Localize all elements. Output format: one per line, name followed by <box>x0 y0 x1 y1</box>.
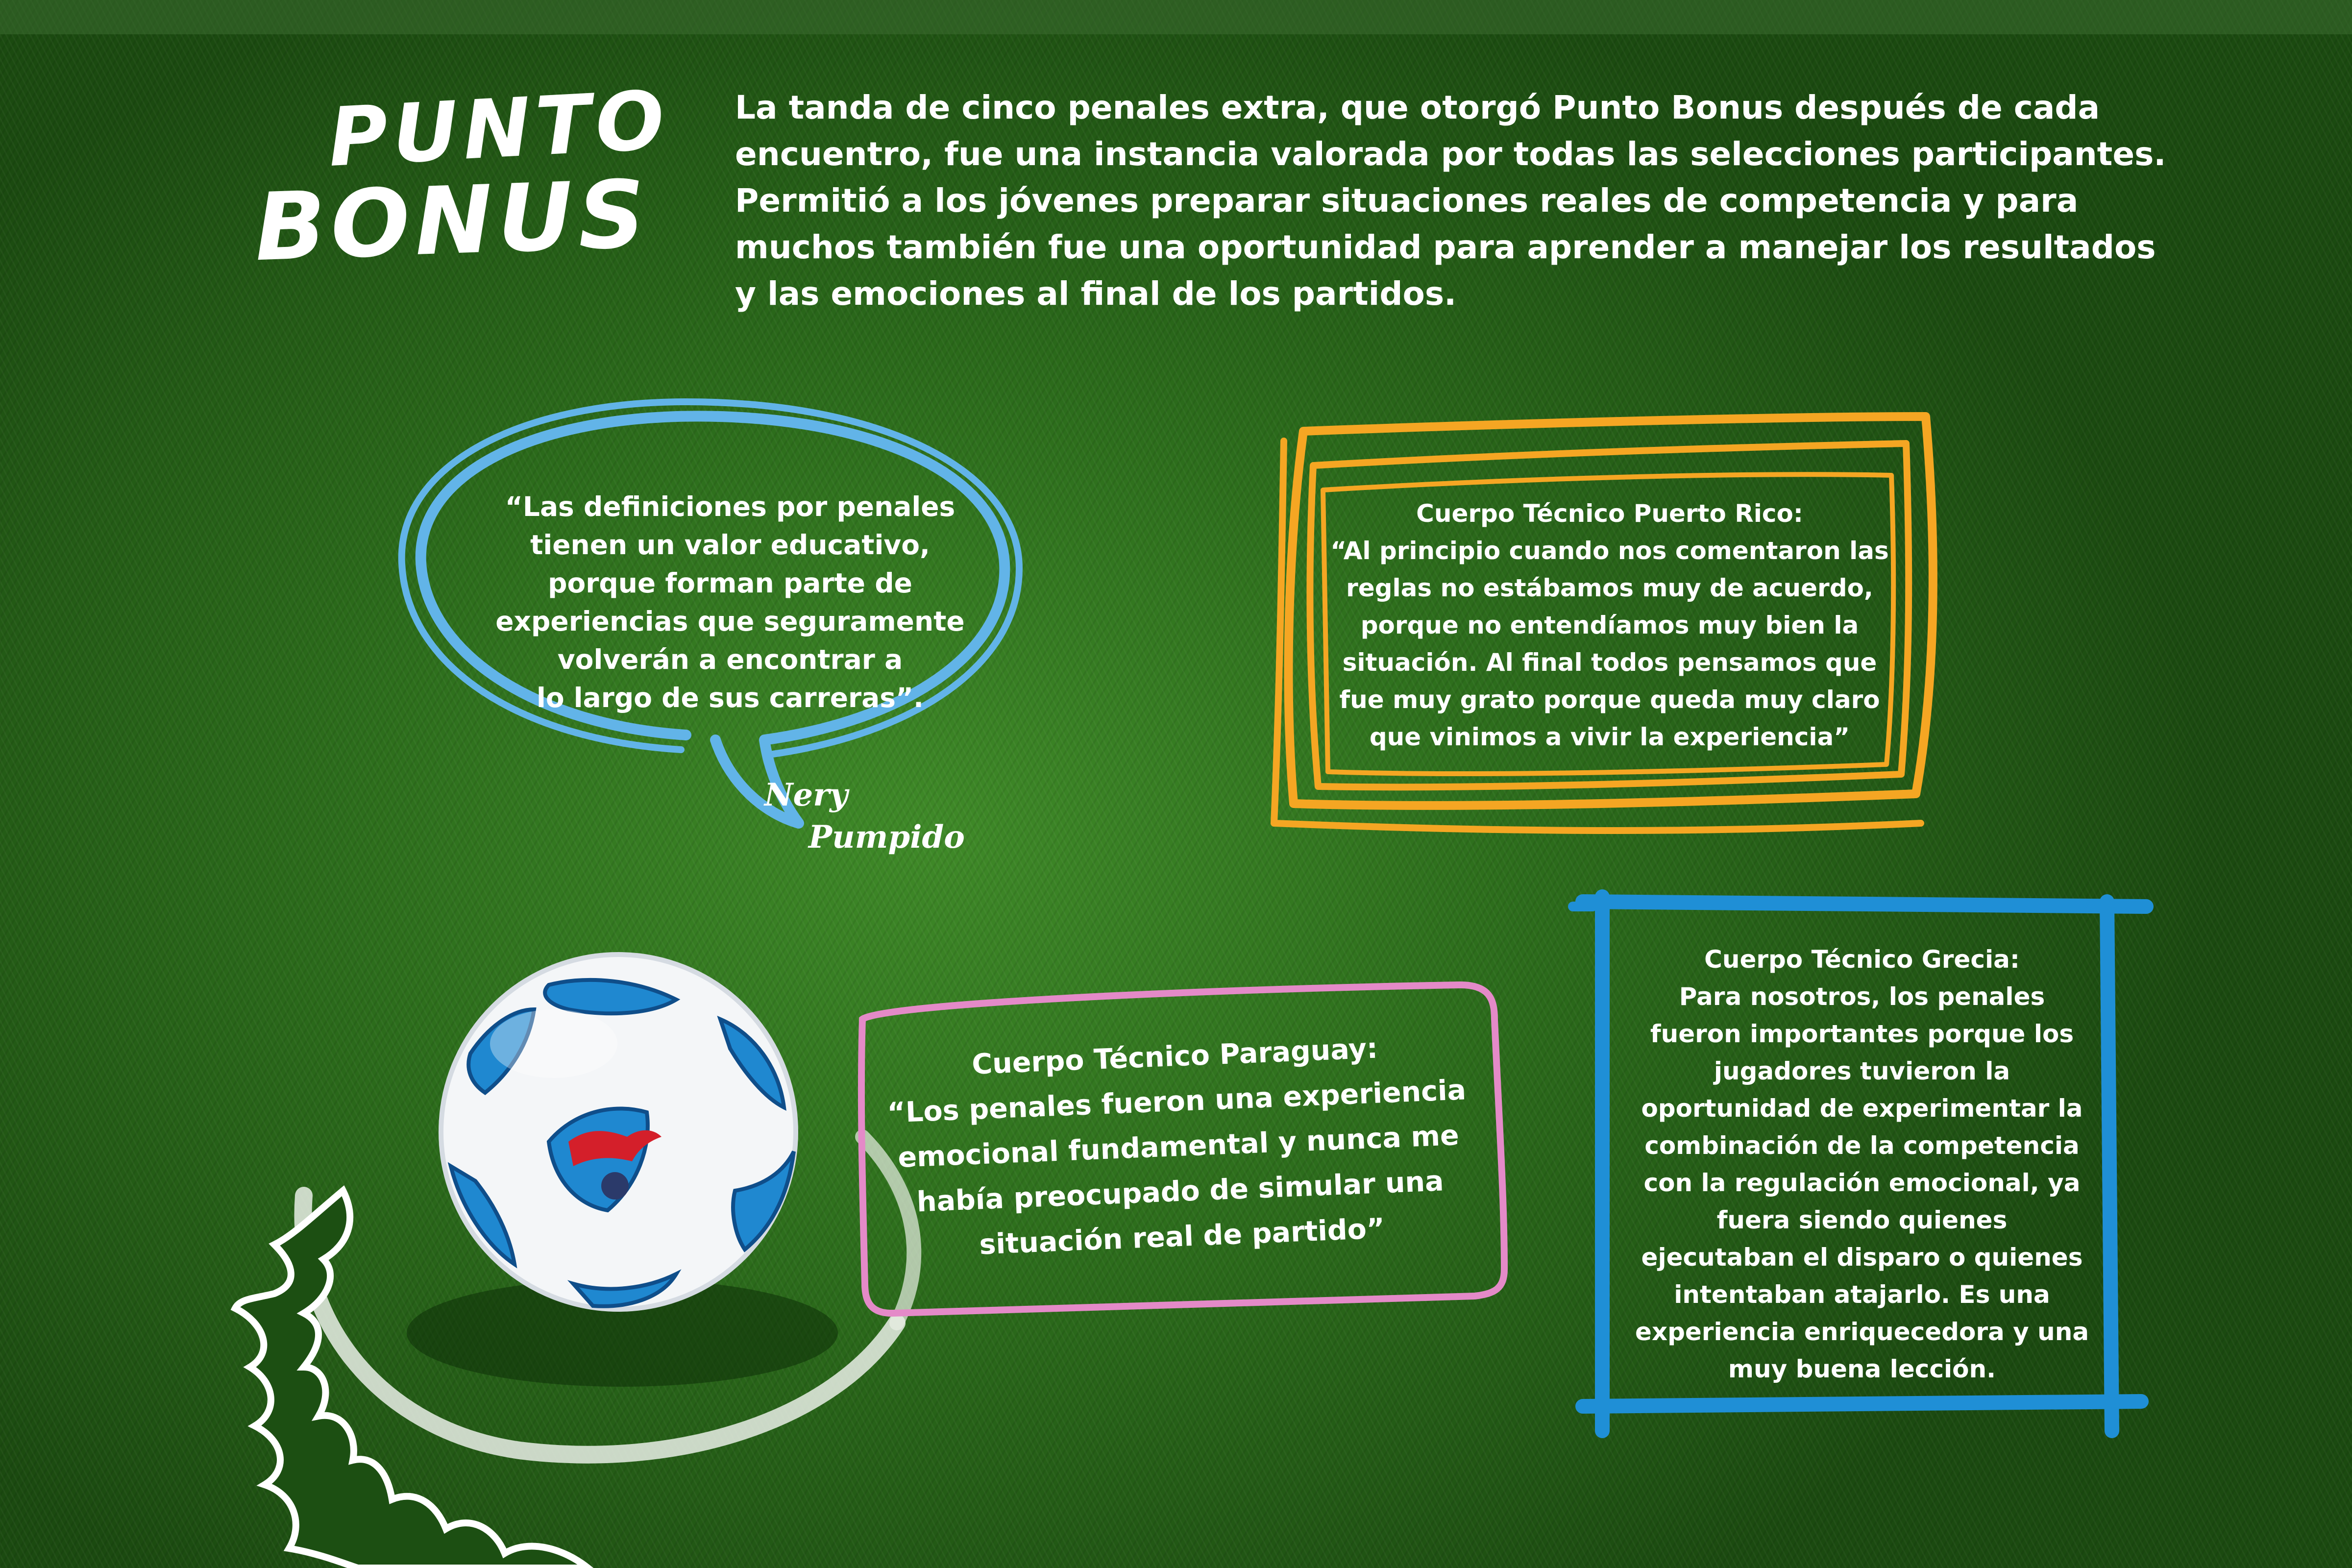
grecia-line: Para nosotros, los penales <box>1679 982 2045 1011</box>
grecia-line: oportunidad de experimentar la <box>1641 1094 2083 1123</box>
intro-paragraph: La tanda de cinco penales extra, que otorgó Punto Bonus después de cada encuentro, fue una instancia valorada por todas las selecciones participantes. Permitió a los jóvenes preparar situaciones reales de competencia y para muchos también fue una oportunidad para aprender a manejar los resultados y las emociones al final de los partidos. <box>735 89 2166 313</box>
nery-quote-line: porque forman parte de <box>548 567 912 599</box>
paraguay-line: “Los penales fueron una experiencia <box>886 1074 1467 1129</box>
paraguay-line: emocional fundamental y nunca me <box>897 1119 1460 1174</box>
nery-quote-line: volverán a encontrar a <box>557 644 903 675</box>
grecia-line: experiencia enriquecedora y una <box>1635 1318 2089 1346</box>
top-band <box>0 0 2352 34</box>
puerto-rico-line: situación. Al final todos pensamos que <box>1342 648 1877 677</box>
nery-quote-line: “Las definiciones por penales <box>505 491 956 522</box>
grecia-title: Cuerpo Técnico Grecia: <box>1704 945 2020 974</box>
grecia-line: muy buena lección. <box>1728 1355 1996 1383</box>
nery-quote-line: experiencias que seguramente <box>495 606 965 637</box>
grecia-line: fuera siendo quienes <box>1716 1206 2008 1234</box>
paraguay-line: situación real de partido” <box>979 1212 1386 1261</box>
puerto-rico-line: que vinimos a vivir la experiencia” <box>1369 723 1850 751</box>
paraguay-line: había preocupado de simular una <box>916 1165 1445 1219</box>
paraguay-quote <box>865 1022 1491 1272</box>
grecia-line: combinación de la competencia <box>1644 1131 2080 1160</box>
brand-title-line2: BONUS <box>253 160 652 282</box>
puerto-rico-line: fue muy grato porque queda muy claro <box>1339 686 1880 714</box>
brand-title-line1: PUNTO <box>326 73 672 185</box>
nery-signature-last: Pumpido <box>808 819 965 856</box>
puerto-rico-quote <box>1318 495 1901 756</box>
nery-signature-first: Nery <box>764 777 848 813</box>
nery-signature <box>764 774 990 858</box>
soccer-ball-icon <box>407 955 838 1387</box>
nery-quote <box>495 488 965 717</box>
nery-quote-line: tienen un valor educativo, <box>530 529 930 561</box>
grecia-line: intentaban atajarlo. Es una <box>1674 1280 2050 1309</box>
brand-title <box>253 73 686 304</box>
puerto-rico-line: reglas no estábamos muy de acuerdo, <box>1346 574 1873 602</box>
puerto-rico-line: “Al principio cuando nos comentaron las <box>1330 537 1889 565</box>
puerto-rico-line: porque no entendíamos muy bien la <box>1360 611 1859 639</box>
nery-quote-line: lo largo de sus carreras”. <box>536 682 924 713</box>
grecia-quote <box>1617 941 2107 1388</box>
grecia-line: jugadores tuvieron la <box>1714 1057 2010 1085</box>
grecia-line: ejecutaban el disparo o quienes <box>1641 1243 2083 1272</box>
puerto-rico-title: Cuerpo Técnico Puerto Rico: <box>1416 499 1803 528</box>
grecia-line: fueron importantes porque los <box>1650 1020 2074 1048</box>
paraguay-title: Cuerpo Técnico Paraguay: <box>971 1032 1379 1081</box>
grecia-line: con la regulación emocional, ya <box>1643 1169 2081 1197</box>
